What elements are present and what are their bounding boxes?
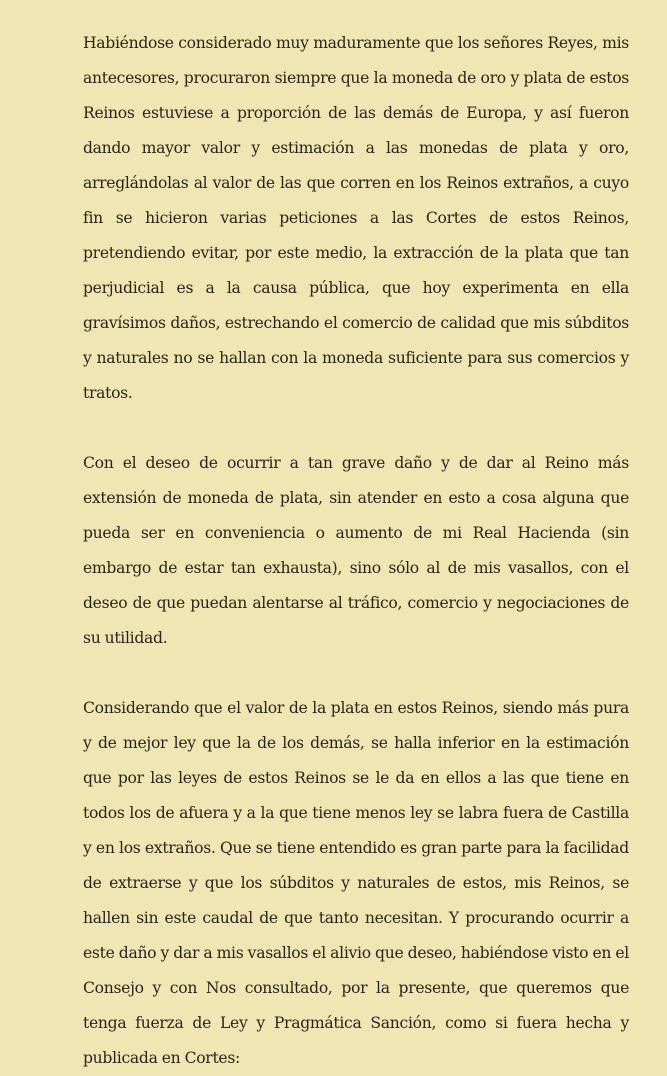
paragraph-1: Habiéndose considerado muy maduramente que los señores Reyes, mis antecesores, procuraron siempre que la moneda de oro y plata de estos Reinos estuviese a proporción de las demás de Europa, y así fueron dando mayor valor y estimación a las monedas de plata y oro, arreglándolas al valor de las que corren en los Reinos extraños, a cuyo fin se hicieron varias peticiones a las Cortes de estos Reinos, pretendiendo evitar, por este medio, la extracción de la plata que tan perjudicial es a la causa pública, que hoy experimenta en ella gravísimos daños, estrechando el comercio de calidad que mis súbditos y naturales no se hallan con la moneda suficiente para sus comercios y tratos. [83,34,629,402]
document-page [83,26,629,1076]
paragraph-3: Considerando que el valor de la plata en estos Reinos, siendo más pura y de mejor ley que la de los demás, se halla inferior en la estimación que por las leyes de estos Reinos se le da en ellos a las que tiene en todos los de afuera y a la que tiene menos ley se labra fuera de Castilla y en los extraños. Que se tiene entendido es gran parte para la facilidad de extraerse y que los súbditos y naturales de estos, mis Reinos, se hallen sin este caudal de que tanto necesitan. Y procurando ocurrir a este daño y dar a mis vasallos el alivio que deseo, habiéndose visto en el Consejo y con Nos consultado, por la presente, que queremos que tenga fuerza de Ley y Pragmática Sanción, como si fuera hecha y publicada en Cortes: [83,699,629,1067]
paragraph-2: Con el deseo de ocurrir a tan grave daño y de dar al Reino más extensión de moneda de plata, sin atender en esto a cosa alguna que pueda ser en conveniencia o aumento de mi Real Hacienda (sin embargo de estar tan exhausta), sino sólo al de mis vasallos, con el deseo de que puedan alentarse al tráfico, comercio y negociaciones de su utilidad. [83,454,629,647]
